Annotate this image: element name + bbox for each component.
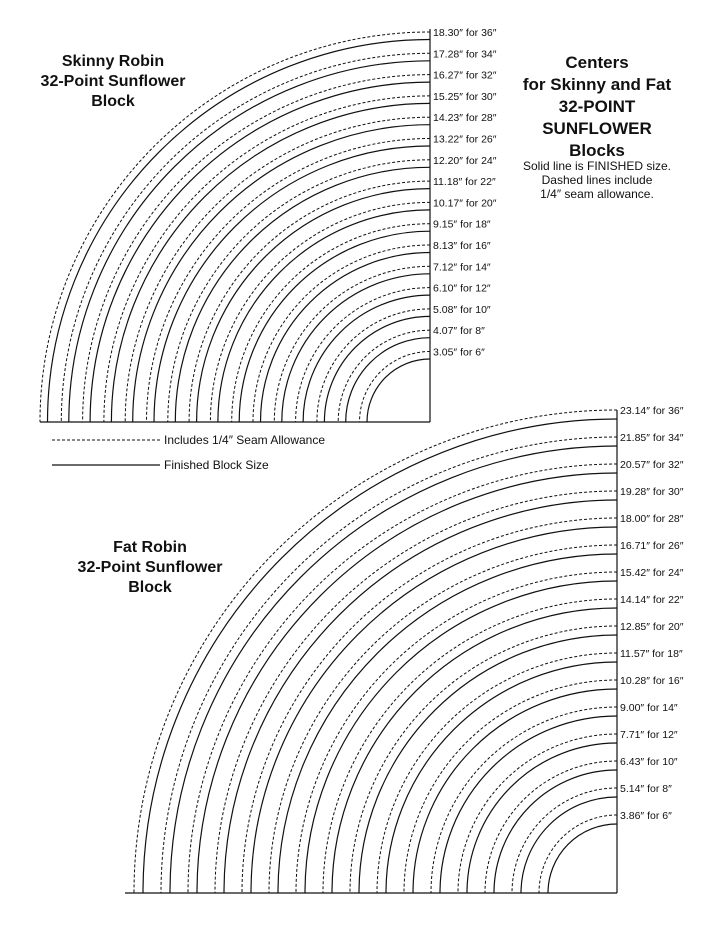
note-line-1: Solid line is FINISHED size. [522,159,672,173]
main-title-line-3: 32-POINT [558,97,636,116]
fat-arc-seam-12 [458,734,617,893]
fat-robin-size-labels [620,405,684,822]
fat-title-line-3: Block [128,579,172,596]
fat-arc-seam-3 [215,491,617,893]
skinny-arc-seam-13 [317,309,430,422]
skinny-size-label: 11.18″ for 22″ [433,176,496,189]
fat-arc-finished-15 [548,824,617,893]
skinny-arc-finished-7 [197,189,430,422]
fat-size-label: 5.14″ for 8″ [620,783,672,795]
fat-arc-finished-0 [143,419,617,893]
skinny-arc-finished-15 [367,359,430,422]
fat-arc-finished-9 [386,662,617,893]
fat-size-label: 11.57″ for 18″ [620,648,683,660]
fat-size-label: 12.85″ for 20″ [620,621,684,633]
legend-finished-label: Finished Block Size [164,458,269,472]
skinny-arc-finished-5 [154,146,430,422]
skinny-size-label: 18.30″ for 36″ [433,27,497,39]
fat-arc-seam-15 [539,815,617,893]
skinny-size-label: 7.12″ for 14″ [433,261,491,274]
fat-arc-seam-11 [431,707,617,893]
note-line-2: Dashed lines include [541,173,653,187]
fat-arc-seam-2 [188,464,617,893]
main-title-line-1: Centers [565,53,629,72]
fat-size-label: 14.14″ for 22″ [620,594,684,606]
fat-size-label: 7.71″ for 12″ [620,729,678,741]
skinny-size-label: 15.25″ for 30″ [433,90,497,103]
fat-arc-seam-10 [404,680,617,893]
skinny-arc-seam-4 [125,117,430,422]
fat-arc-finished-2 [197,473,617,893]
fat-arc-seam-4 [242,518,617,893]
fat-size-label: 18.00″ for 28″ [620,513,684,525]
fat-arc-finished-10 [413,689,617,893]
skinny-size-label: 6.10″ for 12″ [433,282,491,295]
skinny-arc-seam-6 [168,160,430,422]
note-line-3: 1/4″ seam allowance. [540,187,654,201]
fat-arc-seam-0 [134,410,617,893]
fat-size-label: 15.42″ for 24″ [620,567,684,579]
fat-arc-finished-1 [170,446,617,893]
fat-arc-finished-13 [494,770,617,893]
main-title-line-2: for Skinny and Fat [522,75,672,94]
skinny-arc-finished-11 [282,274,430,422]
skinny-robin-size-labels [433,27,497,359]
fat-size-label: 6.43″ for 10″ [620,756,678,768]
skinny-arc-seam-14 [338,330,430,422]
skinny-size-label: 16.27″ for 32″ [433,69,497,82]
main-title-line-4: SUNFLOWER [542,119,652,138]
fat-size-label: 21.85″ for 34″ [620,432,684,444]
legend-seam-label: Includes 1/4″ Seam Allowance [164,433,326,447]
fat-size-label: 19.28″ for 30″ [620,486,684,498]
fat-size-label: 23.14″ for 36″ [620,405,684,417]
fat-arc-seam-14 [512,788,617,893]
fat-arc-seam-7 [323,599,617,893]
fat-robin-arcs [134,410,617,893]
fat-size-label: 3.86″ for 6″ [620,810,672,822]
skinny-size-label: 13.22″ for 26″ [433,133,497,146]
fat-arc-finished-7 [332,608,617,893]
fat-size-label: 20.57″ for 32″ [620,459,684,471]
fat-arc-finished-6 [305,581,617,893]
skinny-arc-seam-9 [232,224,430,422]
fat-title-line-2: 32-Point Sunflower [77,559,223,576]
fat-arc-seam-6 [296,572,617,893]
skinny-arc-seam-2 [83,75,430,422]
skinny-arc-finished-14 [346,338,430,422]
skinny-size-label: 9.15″ for 18″ [433,218,491,231]
skinny-title-line-1: Skinny Robin [61,53,165,70]
skinny-size-label: 4.07″ for 8″ [433,325,485,338]
fat-size-label: 10.28″ for 16″ [620,675,684,687]
skinny-title-line-2: 32-Point Sunflower [40,73,186,90]
skinny-arc-finished-1 [69,61,430,422]
skinny-size-label: 17.28″ for 34″ [433,48,497,61]
fat-arc-seam-9 [377,653,617,893]
skinny-size-label: 8.13″ for 16″ [433,240,491,252]
skinny-arc-finished-9 [239,231,430,422]
fat-title-line-1: Fat Robin [113,539,187,556]
skinny-size-label: 12.20″ for 24″ [433,154,497,167]
skinny-size-label: 5.08″ for 10″ [433,303,491,316]
fat-size-label: 9.00″ for 14″ [620,702,678,714]
skinny-arc-seam-7 [189,181,430,422]
skinny-arc-seam-3 [104,96,430,422]
fat-arc-finished-8 [359,635,617,893]
skinny-arc-finished-12 [303,295,430,422]
main-title-line-5: Blocks [569,141,625,160]
skinny-size-label: 3.05″ for 6″ [433,346,485,359]
fat-arc-seam-5 [269,545,617,893]
skinny-size-label: 10.17″ for 20″ [433,197,497,210]
fat-arc-finished-14 [521,797,617,893]
fat-size-label: 16.71″ for 26″ [620,540,684,552]
skinny-arc-finished-10 [261,253,431,423]
skinny-size-label: 14.23″ for 28″ [433,112,497,125]
skinny-title-line-3: Block [91,93,135,110]
skinny-arc-seam-10 [253,245,430,422]
